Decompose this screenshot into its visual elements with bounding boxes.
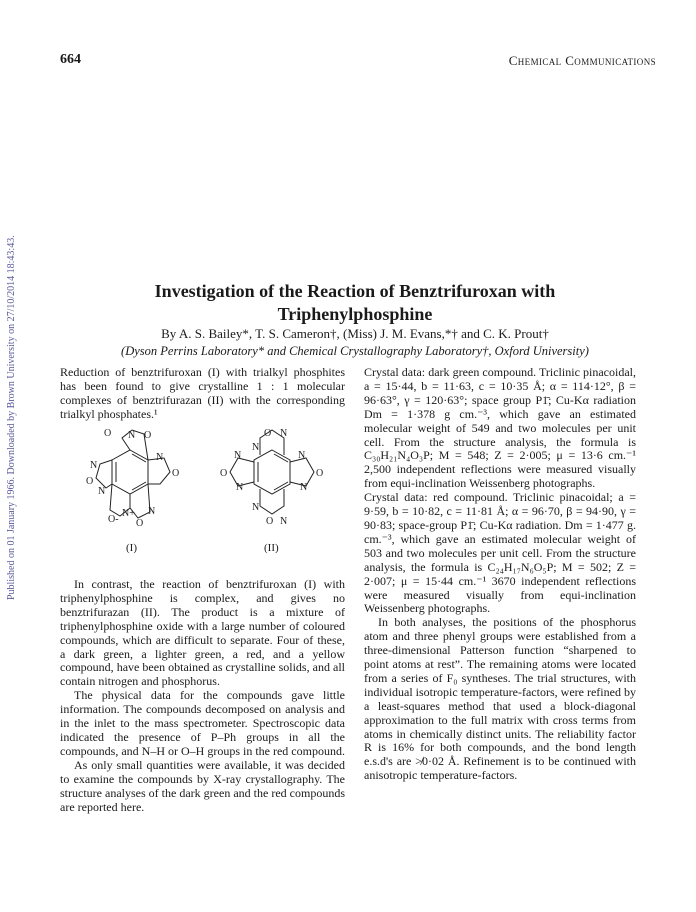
page-number: 664 bbox=[60, 52, 81, 67]
atom-O: O bbox=[136, 518, 144, 529]
atom-N: N bbox=[234, 450, 242, 461]
atom-N: N bbox=[156, 452, 164, 463]
atom-O-minus: O- bbox=[108, 514, 119, 525]
atom-O: O bbox=[220, 468, 228, 479]
download-watermark: Published on 01 January 1966. Downloaded by Brown University on 27/10/2014 18:43:43. bbox=[6, 235, 17, 600]
atom-O: O bbox=[144, 430, 152, 441]
atom-N: N bbox=[128, 430, 136, 441]
paragraph-reduction: Reduction of benztrifuroxan (I) with trialkyl phosphites has been found to give crystalline 1 : 1 molecular complexes of benztrifurazan (II) with the corresponding trialkyl phosphates.¹ bbox=[60, 365, 345, 421]
chemical-structures bbox=[60, 428, 345, 573]
atom-O: O bbox=[172, 468, 180, 479]
structure-label-I: (I) bbox=[126, 542, 137, 554]
left-column-intro bbox=[60, 366, 345, 422]
paragraph-dark-green-data: Crystal data: dark green compound. Triclinic pinacoidal, a = 15·44, b = 11·63, c = 10·35 Å; α = 114·12°, β = 96·63°, γ = 120·63°; space group P1̄; Cu-Kα radiation Dm = 1·378 g cm.⁻³, which gave an estimated molecular weight of 549 and two molecules per unit cell. From the structure analysis, the formula is C₃₀H₂₁N₄O₃P; M = 548; Z = 2·005; μ = 13·6 cm.⁻¹ 2,500 independent reflections were measured visually from equi-inclination Weissenberg photographs. bbox=[364, 365, 636, 491]
atom-O: O bbox=[316, 468, 324, 479]
paragraph-contrast: In contrast, the reaction of benztrifuroxan (I) with triphenylphosphine is complex, and gives no benztrifurazan (II). The product is a mixture of triphenylphosphine oxide with a large number of coloured compounds, which are difficult to separate. Four of these, a dark green, a lighter green, a red, and a yellow compound, have been obtained as crystalline solids, and all contain nitrogen and phosphorus. bbox=[60, 577, 345, 689]
atom-N-plus: N+ bbox=[122, 508, 135, 519]
affiliation-line: (Dyson Perrins Laboratory* and Chemical Crystallography Laboratory†, Oxford University) bbox=[121, 344, 589, 358]
atom-O: O bbox=[264, 428, 272, 439]
atom-N: N bbox=[236, 482, 244, 493]
atom-N: N bbox=[280, 428, 288, 439]
article-title bbox=[60, 280, 650, 326]
author-line: By A. S. Bailey*, T. S. Cameron†, (Miss) J. M. Evans,*† and C. K. Prout† bbox=[161, 326, 549, 341]
atom-N: N bbox=[148, 506, 156, 517]
paragraph-xray: As only small quantities were available, it was decided to examine the compounds by X-ray crystallography. The structure analyses of the dark green and the red compounds are reported here. bbox=[60, 757, 345, 814]
title-line-2: Triphenylphosphine bbox=[277, 304, 433, 324]
atom-N: N bbox=[298, 450, 306, 461]
atom-N: N bbox=[252, 442, 260, 453]
title-line-1: Investigation of the Reaction of Benztrifuroxan with bbox=[154, 281, 556, 301]
atom-N: N bbox=[252, 502, 260, 513]
left-column-body bbox=[60, 578, 345, 814]
atom-N: N bbox=[90, 460, 98, 471]
right-column bbox=[364, 366, 636, 783]
atom-O: O bbox=[266, 516, 274, 527]
atom-N: N bbox=[98, 486, 106, 497]
structure-label-II: (II) bbox=[264, 542, 279, 554]
atom-O: O bbox=[104, 428, 112, 439]
journal-name: Chemical Communications bbox=[508, 53, 656, 68]
paragraph-analysis: In both analyses, the positions of the phosphorus atom and three phenyl groups were established from a three-dimensional Patterson function “sharpened to point atoms at rest”. The remaining atoms were located from a series of F₀ syntheses. The trial structures, with individual isotropic temperature-factors, were refined by a least-squares method that used a block-diagonal approximation to the full matrix with cross terms from atoms in chemically distinct units. The reliability factor R is 16% for both compounds, and the bond length e.s.d's are ≯0·02 Å. Refinement is to be continued with anisotropic temperature-factors. bbox=[364, 615, 636, 783]
atom-O: O bbox=[86, 476, 94, 487]
atom-N: N bbox=[300, 482, 308, 493]
paragraph-physical-data: The physical data for the compounds gave little information. The compounds decomposed on analysis and in the inlet to the mass spectrometer. Spectroscopic data indicated the presence of P–Ph groups in all the compounds, and N–H or O–H groups in the red compound. bbox=[60, 688, 345, 758]
structure-diagrams bbox=[60, 428, 345, 573]
paragraph-red-data: Crystal data: red compound. Triclinic pinacoidal; a = 9·59, b = 10·82, c = 11·81 Å; α = 96·70, β = 94·90, γ = 90·83; space-group P1̄; Cu-Kα radiation. Dm = 1·477 g. cm.⁻³, which gave an estimated molecular weight of 503 and two molecules per unit cell. From the structure analysis, the formula is C₂₄H₁₇N₆O₅P; M = 502; Z = 2·007; μ = 15·44 cm.⁻¹ 3670 independent reflections were measured visually from equi-inclination Weissenberg photographs. bbox=[364, 490, 636, 616]
atom-N: N bbox=[280, 516, 288, 527]
